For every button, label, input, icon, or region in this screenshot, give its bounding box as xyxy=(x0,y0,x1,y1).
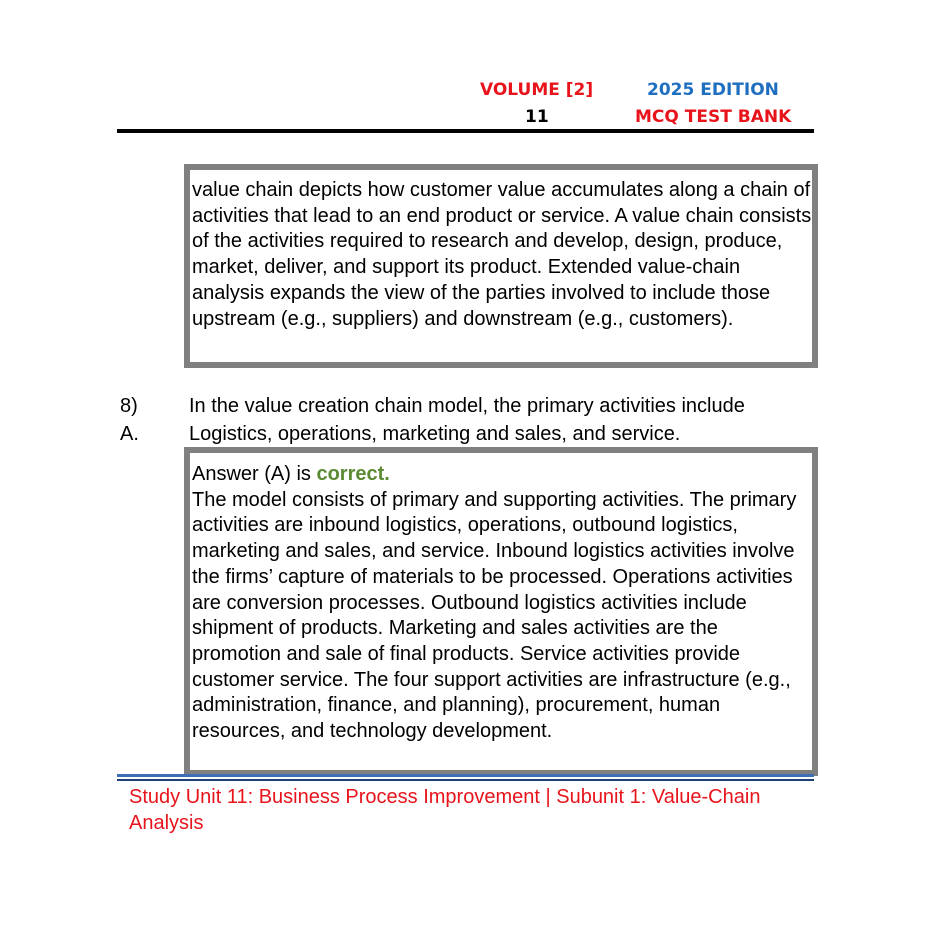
test-bank-title: MCQ TEST BANK xyxy=(635,107,792,127)
option-text: Logistics, operations, marketing and sales, and service. xyxy=(189,423,681,445)
question-number: 8) xyxy=(120,395,138,417)
answer-prefix: Answer (A) is xyxy=(192,463,317,485)
answer-explanation: The model consists of primary and supporting activities. The primary activities are inbound logistics, operations, outbound logistics, marketing and sales, and service. Inbound logistics activities involve the firms’ capture of materials to be processed. Operations activities are conversion processes. Outbound logistics activities include shipment of products. Marketing and sales activities are the promotion and sale of final products. Service activities provide customer service. The four support activities are infrastructure (e.g., administration, finance, and planning), procurement, human resources, and technology development. xyxy=(192,488,797,743)
answer-verdict-line xyxy=(192,462,812,488)
header-rule xyxy=(117,129,814,133)
explanation-continued-text: value chain depicts how customer value accumulates along a chain of activities that lead to an end product or service. A value chain consists of the activities required to research and develop, design, produce, market, deliver, and support its product. Extended value-chain analysis expands the view of the parties involved to include those upstream (e.g., suppliers) and downstream (e.g., customers). xyxy=(192,179,812,330)
question-text: In the value creation chain model, the primary activities include xyxy=(189,395,745,417)
explanation-box-continued xyxy=(184,164,818,368)
volume-label: VOLUME [2] xyxy=(480,80,594,100)
answer-verdict: correct. xyxy=(316,463,390,485)
edition-label: 2025 EDITION xyxy=(647,80,779,100)
page-number: 11 xyxy=(525,107,549,127)
answer-box xyxy=(184,447,818,776)
footer-rule xyxy=(117,774,814,777)
footer-rule-dark xyxy=(117,779,814,781)
footer-study-unit-link[interactable]: Study Unit 11: Business Process Improvement | Subunit 1: Value-Chain Analysis xyxy=(129,786,761,834)
option-letter: A. xyxy=(120,423,139,445)
